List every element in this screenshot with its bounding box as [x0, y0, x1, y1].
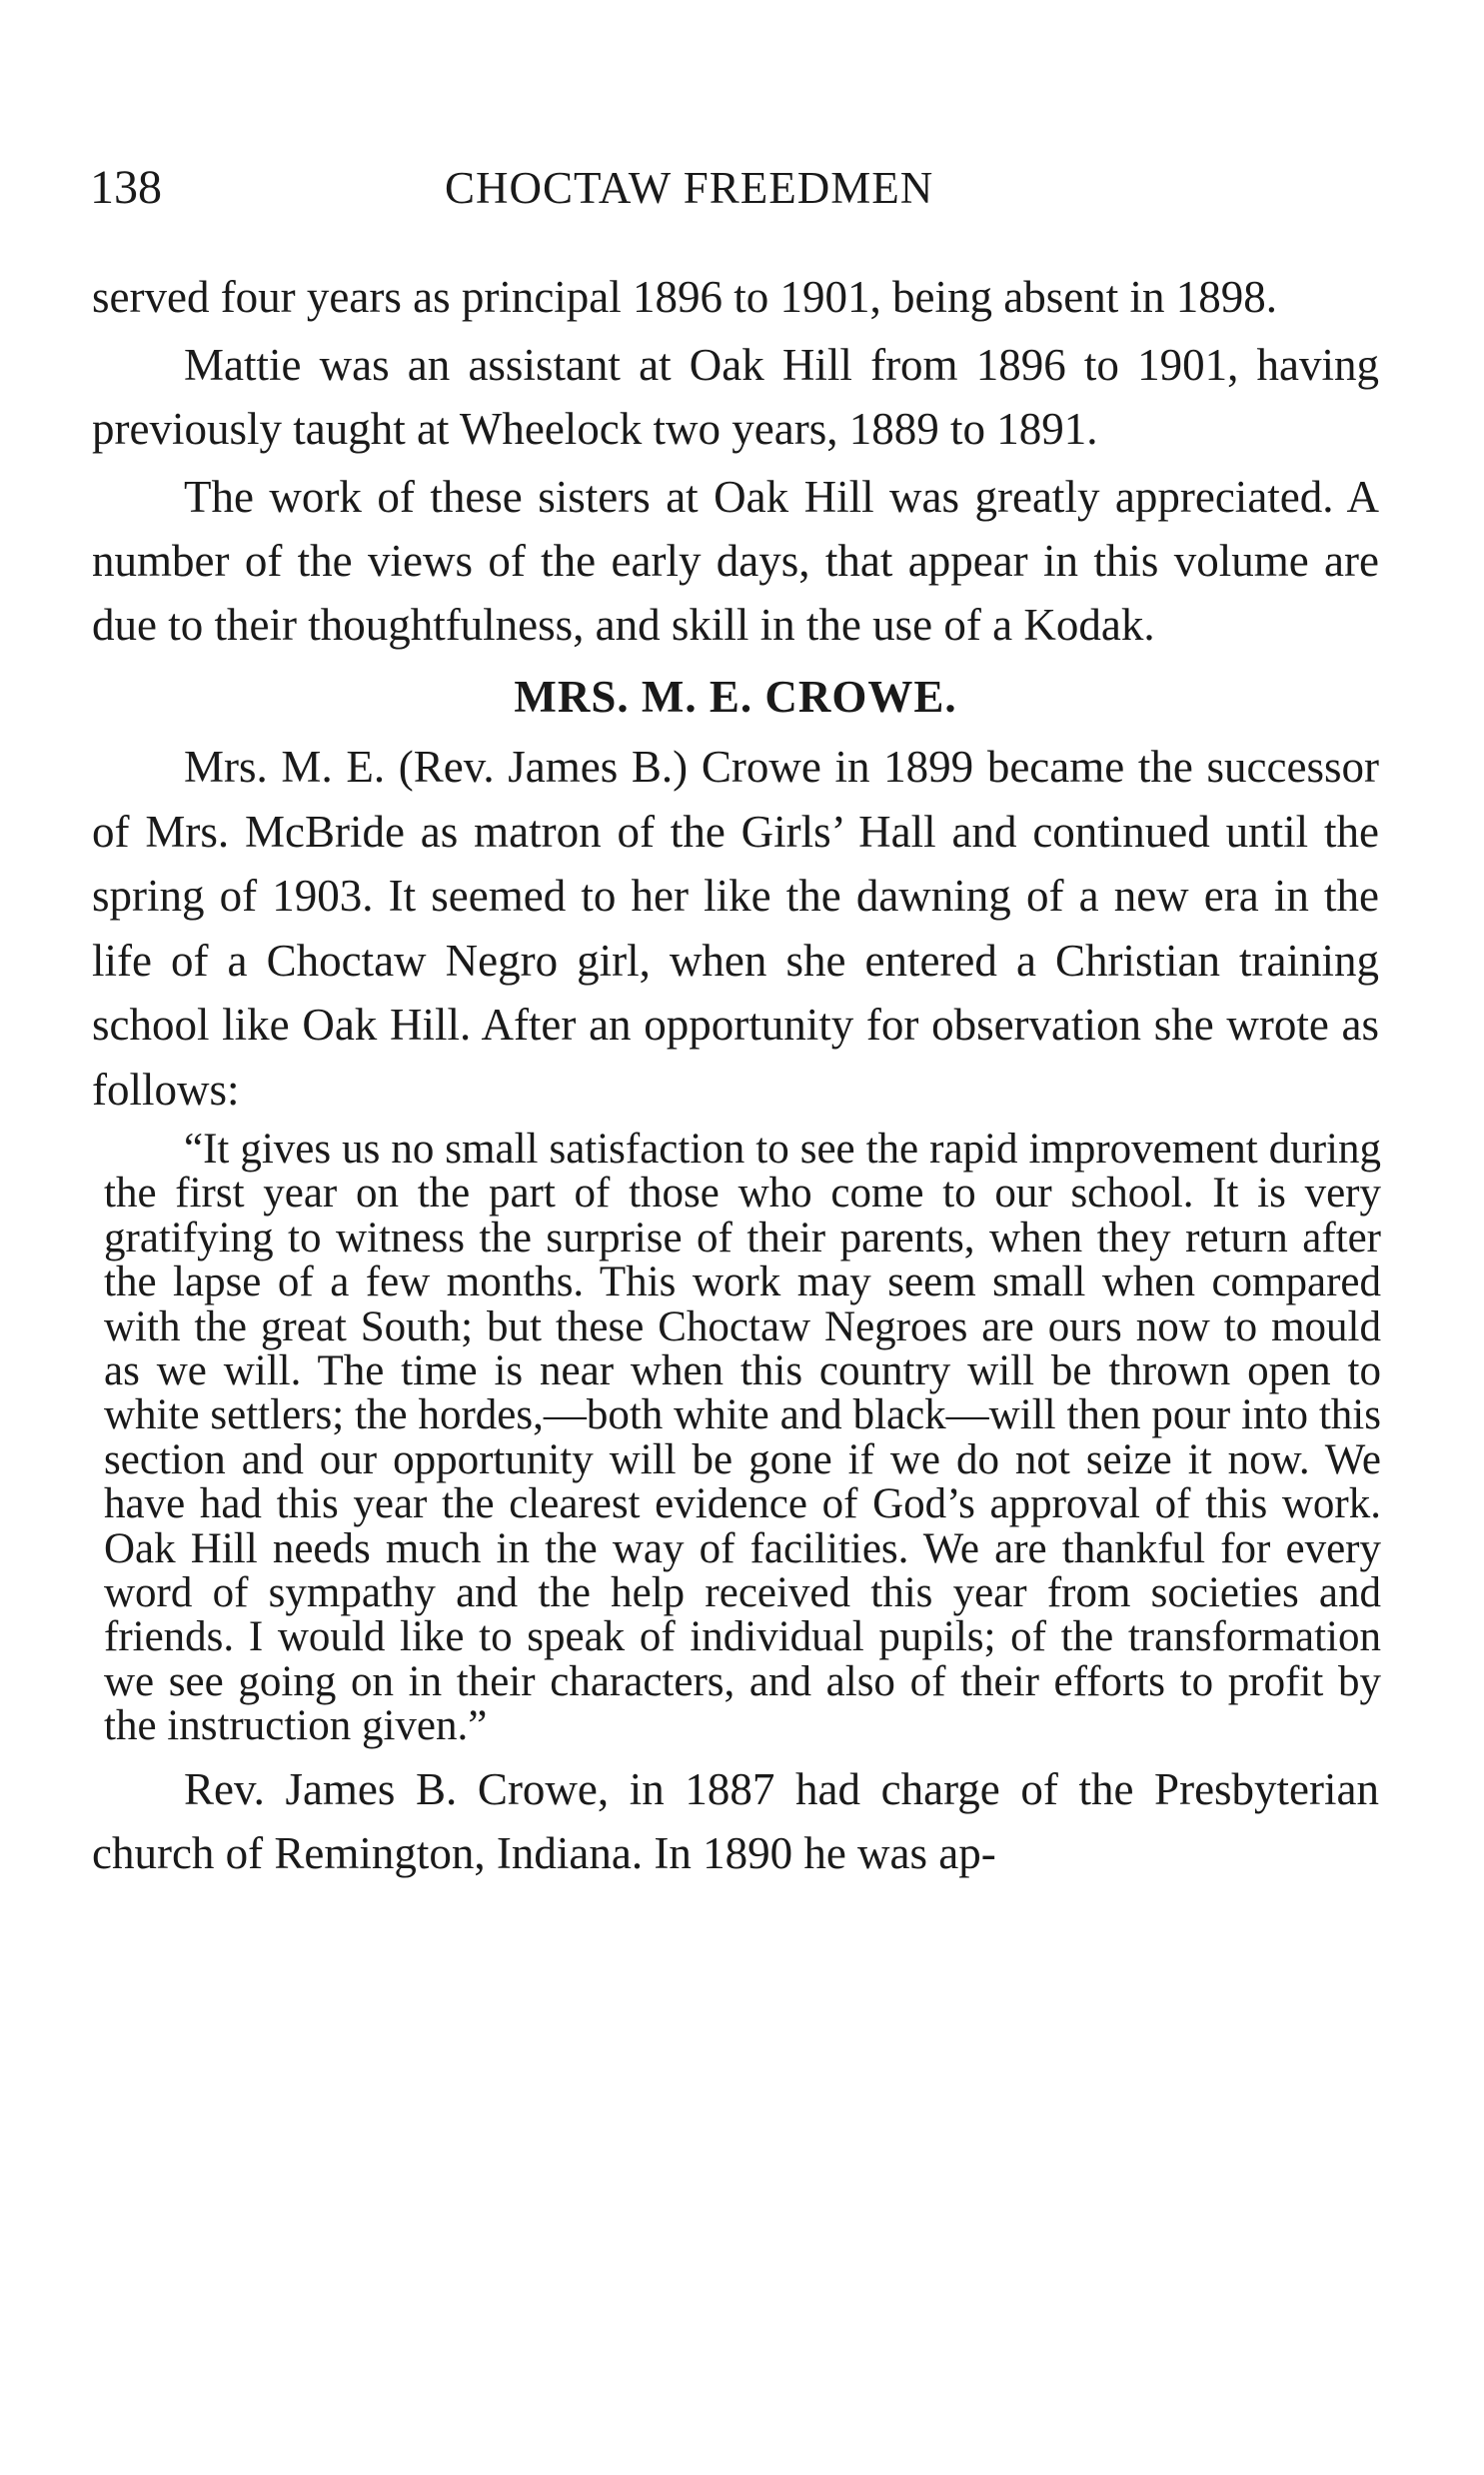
paragraph-rev-crowe: Rev. James B. Crowe, in 1887 had charge of the Presbyterian church of Remington, Indiana. In 1890 he was ap- — [92, 1763, 1379, 1878]
paragraph-sisters-work: The work of these sisters at Oak Hill was greatly appreciated. A number of the views of the early days, that appear in this volume are due to their thoughtfulness, and skill in the use of a Kodak. — [92, 472, 1379, 650]
block-quote: “It gives us no small satisfaction to see the rapid improvement during the first year on the part of those who come to our school. It is very gratifying to witness the surprise of their parents, when they return after the lapse of a few months. This work may seem small when compared with the great South; but these Choctaw Negroes are ours now to mould as we will. The time is near when this country will be thrown open to white settlers; the hordes,—both white and black—will then pour into this section and our opportunity will be gone if we do not seize it now. We have had this year the clearest evidence of God’s approval of this work. Oak Hill needs much in the way of facilities. We are thankful for every word of sympathy and the help received this year from societies and friends. I would like to speak of individual pupils; of the transformation we see going on in their characters, and also of their efforts to profit by the instruction given.” — [104, 1126, 1381, 1750]
running-head: CHOCTAW FREEDMEN — [445, 163, 934, 213]
paragraph-mrs-crowe: Mrs. M. E. (Rev. James B.) Crowe in 1899 became the successor of Mrs. McBride as matron of the Girls’ Hall and continued until the spring of 1903. It seemed to her like the dawning of a new era in the life of a Choctaw Negro girl, when she entered a Christian training school like Oak Hill. After an opportunity for observation she wrote as follows: — [92, 742, 1379, 1115]
page-number: 138 — [90, 161, 162, 214]
page-body — [92, 265, 1379, 1885]
section-heading: MRS. M. E. CROWE. — [514, 672, 957, 722]
paragraph-continued: served four years as principal 1896 to 1901, being absent in 1898. — [92, 272, 1277, 322]
paragraph-mattie: Mattie was an assistant at Oak Hill from 1896 to 1901, having previously taught at Wheelock two years, 1889 to 1891. — [92, 340, 1379, 454]
page-header — [90, 158, 1389, 218]
